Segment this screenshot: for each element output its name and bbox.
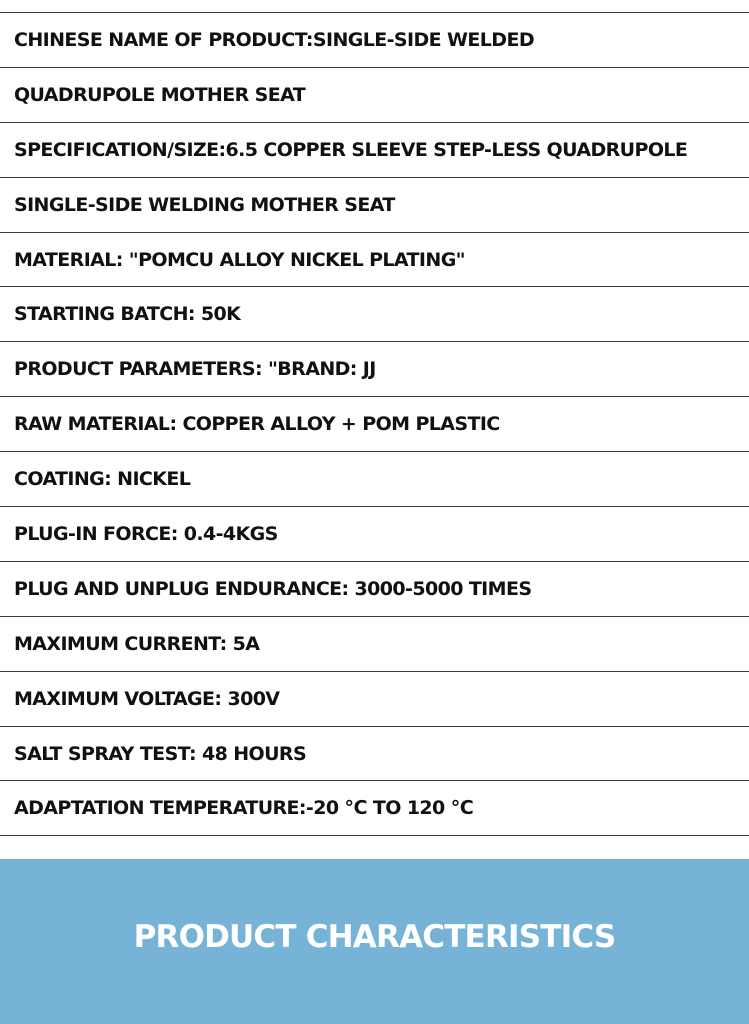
spec-text: RAW MATERIAL: COPPER ALLOY + POM PLASTIC [14,413,500,436]
spec-row [0,507,749,562]
spec-text: PRODUCT PARAMETERS: "BRAND: JJ [14,358,376,381]
spec-text: SPECIFICATION/SIZE:6.5 COPPER SLEEVE STEP-LESS QUADRUPOLE [14,138,688,161]
spec-text: MAXIMUM CURRENT: 5A [14,632,260,655]
spec-list [0,12,749,836]
spec-text: MATERIAL: "POMCU ALLOY NICKEL PLATING" [14,248,465,271]
spec-row [0,617,749,672]
spec-text: SALT SPRAY TEST: 48 HOURS [14,742,307,765]
spec-row [0,287,749,342]
spec-row [0,781,749,836]
section-banner [0,859,749,1024]
spec-row [0,123,749,178]
spec-row [0,68,749,123]
spec-text: MAXIMUM VOLTAGE: 300V [14,687,280,710]
spec-text: PLUG AND UNPLUG ENDURANCE: 3000-5000 TIMES [14,577,532,600]
spec-row [0,672,749,727]
spec-text: CHINESE NAME OF PRODUCT:SINGLE-SIDE WELDED [14,28,535,51]
spec-text: PLUG-IN FORCE: 0.4-4KGS [14,522,278,545]
spec-text: ADAPTATION TEMPERATURE:-20 ℃ TO 120 ℃ [14,797,474,820]
spec-row [0,397,749,452]
banner-title: PRODUCT CHARACTERISTICS [133,918,616,955]
spec-row [0,727,749,782]
spec-row [0,178,749,233]
spec-row [0,562,749,617]
spec-row [0,342,749,397]
spec-row [0,13,749,68]
spec-text: COATING: NICKEL [14,468,191,491]
spec-text: STARTING BATCH: 50K [14,303,241,326]
spec-text: SINGLE-SIDE WELDING MOTHER SEAT [14,193,395,216]
spec-text: QUADRUPOLE MOTHER SEAT [14,83,306,106]
spec-row [0,452,749,507]
spec-row [0,233,749,288]
